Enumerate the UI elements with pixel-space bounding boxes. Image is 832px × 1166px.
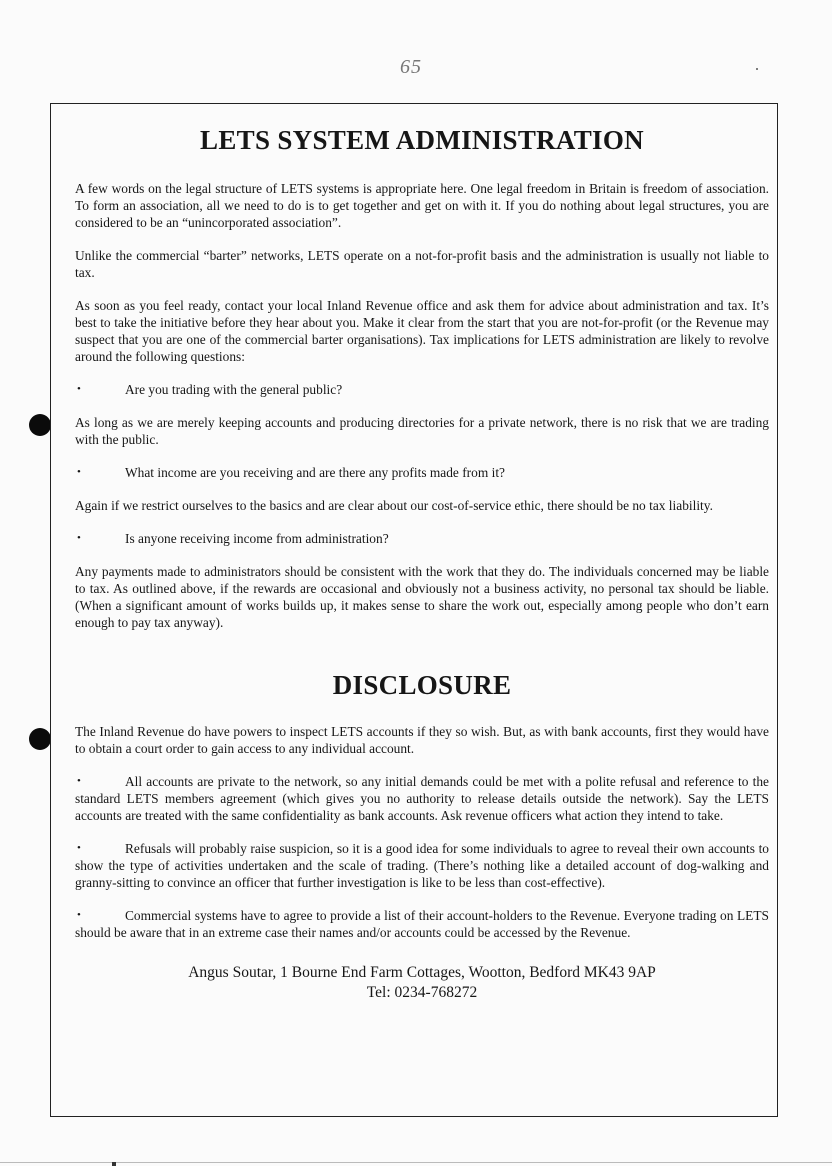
intro-paragraph-1: A few words on the legal structure of LETS systems is appropriate here. One legal freedom in Britain is freedom of association. To form an association, all we need to do is to get together and get on with it. If you do nothing about legal structures, you are considered to be an “unincorporated association”. [75,181,769,230]
answer-2: Again if we restrict ourselves to the basics and are clear about our cost-of-service ethic, there should be no tax liability. [75,498,713,513]
bullet-icon: • [77,466,81,478]
answer-1: As long as we are merely keeping accounts and producing directories for a private network, there is no risk that we are trading with the public. [75,415,769,447]
question-2 [75,464,769,481]
question-text: What income are you receiving and are there any profits made from it? [125,465,505,480]
section-title-disclosure: DISCLOSURE [332,670,512,700]
intro-paragraph-3: As soon as you feel ready, contact your local Inland Revenue office and ask them for advice about administration and tax. It’s best to take the initiative before they hear about you. Make it clear from the start that you are not-for-profit (or the Revenue may suspect that you are one of the commercial barter organisations). Tax implications for LETS administration are likely to revolve around the following questions: [75,298,769,364]
disclosure-intro: The Inland Revenue do have powers to inspect LETS accounts if they so wish. But, as with bank accounts, first they would have to obtain a court order to gain access to any individual account. [75,724,769,756]
scan-edge [0,1162,832,1163]
contact-block [75,963,769,1003]
scan-mark [112,1162,116,1166]
question-text: Are you trading with the general public? [125,382,343,397]
bullet-icon: • [77,909,81,921]
question-text: Is anyone receiving income from administration? [125,531,389,546]
disclosure-point-2 [75,840,769,891]
bullet-icon: • [77,775,81,787]
document-body [75,122,769,1003]
punch-hole-lower [29,728,51,750]
stray-mark [756,68,758,70]
page-number: 65 [400,56,422,78]
contact-address: Angus Soutar, 1 Bourne End Farm Cottages, Wootton, Bedford MK43 9AP [188,964,656,981]
question-3 [75,530,769,547]
disclosure-point-3 [75,907,769,941]
point-text: Refusals will probably raise suspicion, so it is a good idea for some individuals to agree to reveal their own accounts to show the type of activities undertaken and the scale of trading. (There’s nothing like a detailed account of dog-walking and granny-sitting to convince an officer that further investigation is like to be less than cost-effective). [75,841,769,890]
punch-hole-upper [29,414,51,436]
answer-3: Any payments made to administrators should be consistent with the work that they do. The individuals concerned may be liable to tax. As outlined above, if the rewards are occasional and obviously not a business activity, no personal tax should be liable. (When a significant amount of works builds up, it makes sense to share the work out, especially among people who don’t earn enough to pay tax anyway). [75,564,769,630]
intro-paragraph-2: Unlike the commercial “barter” networks, LETS operate on a not-for-profit basis and the administration is usually not liable to tax. [75,248,769,280]
bullet-icon: • [77,383,81,395]
contact-telephone: Tel: 0234-768272 [366,984,478,1001]
point-text: All accounts are private to the network, so any initial demands could be met with a polite refusal and reference to the standard LETS members agreement (which gives you no authority to release details outside the network). Say the LETS accounts are treated with the same confidentiality as bank accounts. Ask revenue officers what action they intend to take. [75,774,769,823]
bullet-icon: • [77,842,81,854]
bullet-icon: • [77,532,81,544]
page-title: LETS SYSTEM ADMINISTRATION [200,125,644,155]
point-text: Commercial systems have to agree to provide a list of their account-holders to the Revenue. Everyone trading on LETS should be aware that in an extreme case their names and/or accounts could be accessed by the Revenue. [75,908,769,940]
question-1 [75,381,769,398]
disclosure-point-1 [75,773,769,824]
